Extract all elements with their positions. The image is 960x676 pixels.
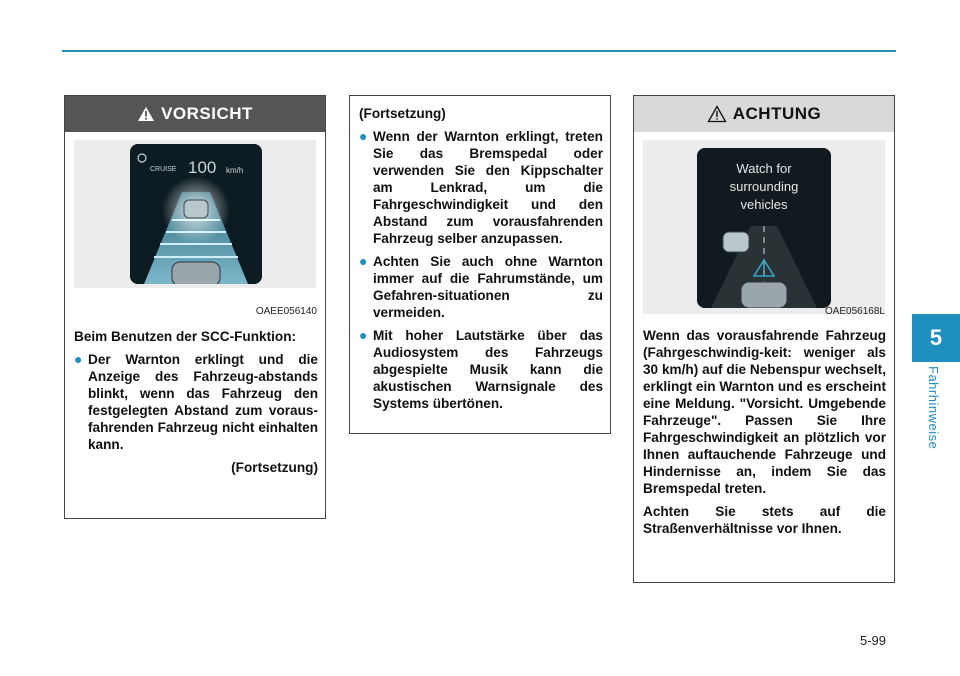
cluster-figure-distance-warning <box>74 140 316 288</box>
vorsicht-continued-box <box>349 95 611 434</box>
speed-value: 100 <box>188 158 217 177</box>
vorsicht-title: VORSICHT <box>161 104 253 123</box>
list-item: ● Achten Sie auch ohne Warnton immer auf die Fahrumstände, um Gefahren-situationen zu vermeiden. <box>359 253 603 320</box>
cruise-label: CRUISE <box>150 166 177 173</box>
bullet-icon: ● <box>359 128 368 144</box>
bullet-icon: ● <box>74 351 83 367</box>
speed-unit: km/h <box>226 166 244 175</box>
list-item: ● Mit hoher Lautstärke über das Audiosystem des Fahrzeugs abgespielte Musik kann die akustischen Warnsignale des Systems übertönen. <box>359 327 603 411</box>
achtung-box <box>633 95 895 583</box>
cluster-display <box>130 144 262 284</box>
intro-text: Beim Benutzen der SCC-Funktion: <box>74 329 297 344</box>
list-item: ● Der Warnton erklingt und die Anzeige des Fahrzeug-abstands blinkt, wenn das Fahrzeug den festgelegten Abstand zum voraus-fahrenden Fahrzeug nicht einhalten kann. <box>74 351 318 452</box>
vorsicht-box <box>64 95 326 519</box>
chapter-tab: 5 <box>912 314 960 362</box>
bullet-icon: ● <box>359 327 368 343</box>
warning-triangle-icon <box>137 106 155 122</box>
vorsicht-header <box>65 96 325 132</box>
bullet-icon: ● <box>359 253 368 269</box>
paragraph: Wenn das vorausfahrende Fahrzeug (Fahrgeschwindig-keit: weniger als 30 km/h) auf die Nebenspur wechselt, erklingt ein Warnton und es erscheint eine Meldung. "Vorsicht. Umgebende Fahrzeuge". Passen Sie Ihre Fahrgeschwindigkeit an plötzlich vor Ihnen auftauchende Fahrzeuge und Hindernisse an, indem Sie das Bremspedal treten. <box>643 328 886 496</box>
chapter-label: Fahrhinweise <box>926 366 941 450</box>
watch-message: Watch for surrounding vehicles <box>729 161 799 212</box>
continued-note: (Fortsetzung) <box>231 460 318 475</box>
figure-code: OAE056168L <box>824 306 885 317</box>
figure-code: OAEE056140 <box>255 306 317 317</box>
top-rule <box>62 50 896 52</box>
warning-triangle-outline-icon <box>707 105 727 123</box>
achtung-header <box>634 96 894 132</box>
achtung-title: ACHTUNG <box>732 104 822 123</box>
vorsicht-text <box>74 328 318 482</box>
cluster-display <box>697 148 831 308</box>
page-number: 5-99 <box>860 633 887 648</box>
achtung-text <box>643 327 886 543</box>
continued-heading: (Fortsetzung) <box>359 106 446 121</box>
cluster-figure-watch-vehicles <box>643 140 885 314</box>
list-item: ● Wenn der Warnton erklingt, treten Sie das Bremspedal oder verwenden Sie den Kippschalter am Lenkrad, um die Fahrgeschwindigkeit und den Abstand zum vorausfahrenden Fahrzeug selber anzupassen. <box>359 128 603 246</box>
continued-text <box>359 105 603 418</box>
paragraph: Achten Sie stets auf die Straßenverhältnisse vor Ihnen. <box>643 504 886 536</box>
